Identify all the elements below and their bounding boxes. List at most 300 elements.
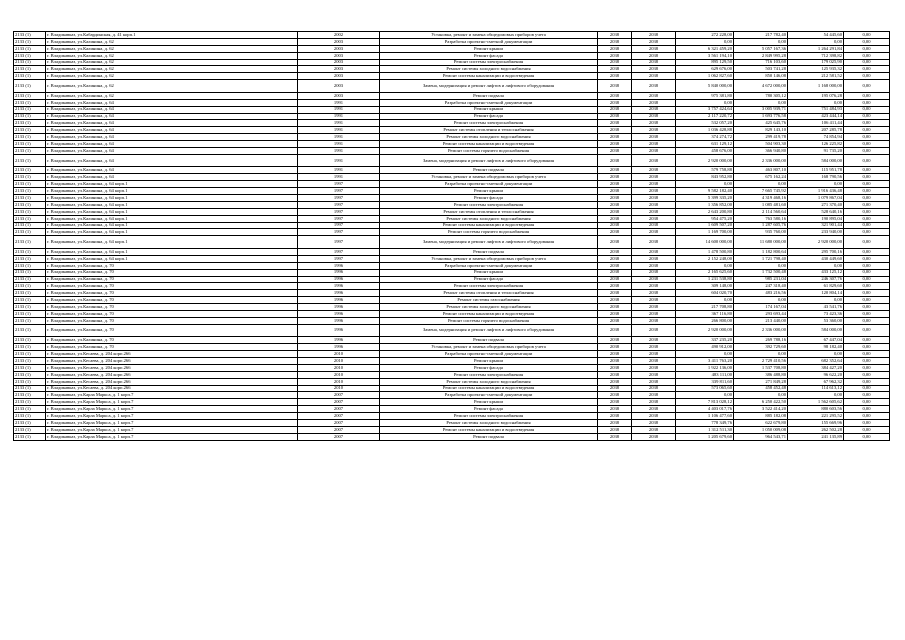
cell-share3: 0,00 [844,248,890,255]
table-row [14,413,890,420]
cell-share1: 366 940,80 [734,147,788,154]
table-row [14,99,890,106]
cell-address: г. Владикавказ, ул.Карла Маркса, д. 1 корп.7 [46,426,298,433]
cell-share1: 763 580,16 [734,215,788,222]
cell-year: 1991 [298,174,380,181]
cell-address: г. Владикавказ, ул.Кабардинская, д. 41 корп.1 [46,32,298,39]
cell-share3: 0,00 [844,433,890,440]
cell-share3: 0,00 [844,358,890,365]
cell-year_from: 2038 [598,45,632,52]
cell-share2: 246 307,76 [788,276,844,283]
cell-year: 1997 [298,181,380,188]
cell-address: г. Владикавказ, ул.Карла Маркса, д. 1 корп.7 [46,420,298,427]
cell-share3: 0,00 [844,406,890,413]
table-row [14,344,890,351]
cell-share2: 1 264 291,84 [788,45,844,52]
cell-id: 2133 (1) [14,201,46,208]
cell-share1: 386 488,80 [734,371,788,378]
cell-work: Ремонт системы канализации и водоотведения [380,426,598,433]
table-row [14,378,890,385]
cell-year_to: 2038 [632,304,676,311]
cell-share3: 0,00 [844,106,890,113]
cell-address: г. Владикавказ, ул.Калинина, д. 64 [46,134,298,141]
cell-address: г. Владикавказ, ул.Калинина, д. 64 [46,174,298,181]
cell-share2: 0,00 [788,38,844,45]
table-row [14,392,890,399]
cell-address: г. Владикавказ, ул.Калинина, д. 70 [46,297,298,304]
cell-year: 1997 [298,222,380,229]
cell-work: Ремонт подвала [380,248,598,255]
cell-year: 2007 [298,406,380,413]
cell-year: 1996 [298,304,380,311]
cell-year_from: 2038 [598,236,632,249]
cell-year_from: 2038 [598,32,632,39]
cell-share1: 11 680 000,00 [734,236,788,249]
cell-share1: 0,00 [734,99,788,106]
cell-year: 1996 [298,324,380,337]
cell-year_from: 2038 [598,248,632,255]
cell-share2: 682 352,64 [788,358,844,365]
cell-work: Ремонт системы холодного водоснабжения [380,215,598,222]
cell-work: Установка, ремонт и замена общедомовых приборов учета [380,32,598,39]
cell-year: 1997 [298,215,380,222]
cell-work: Ремонт системы горячего водоснабжения [380,147,598,154]
cell-share2: 712 398,82 [788,52,844,59]
cell-address: г. Владикавказ, ул.Кесаева, д. 204 корп.266 [46,371,298,378]
cell-year: 2003 [298,38,380,45]
cell-year_from: 2038 [598,290,632,297]
cell-year_to: 2038 [632,351,676,358]
cell-work: Ремонт фасада [380,406,598,413]
cell-address: г. Владикавказ, ул.Калинина, д. 64 [46,127,298,134]
cell-year_to: 2038 [632,262,676,269]
cell-year: 2007 [298,433,380,440]
cell-share1: 483 216,56 [734,290,788,297]
cell-share1: 850 146,08 [734,73,788,80]
table-row [14,255,890,262]
cell-year: 2007 [298,392,380,399]
cell-year: 2007 [298,426,380,433]
cell-id: 2133 (1) [14,66,46,73]
cell-year_to: 2038 [632,222,676,229]
cell-total: 1 609 507,20 [676,222,734,229]
cell-year_from: 2038 [598,385,632,392]
cell-share1: 7 665 745,92 [734,188,788,195]
cell-year_to: 2038 [632,201,676,208]
cell-address: г. Владикавказ, ул.Кесаева, д. 204 корп.266 [46,358,298,365]
table-row [14,248,890,255]
cell-work: Ремонт крыши [380,269,598,276]
cell-share3: 0,00 [844,120,890,127]
cell-total: 3 411 763,20 [676,358,734,365]
cell-year: 1996 [298,262,380,269]
cell-work: Ремонт системы электроснабжения [380,201,598,208]
cell-share1: 1 693 776,58 [734,113,788,120]
cell-share1: 503 741,28 [734,66,788,73]
cell-share3: 0,00 [844,283,890,290]
cell-year_from: 2038 [598,52,632,59]
cell-id: 2133 (1) [14,45,46,52]
cell-id: 2133 (1) [14,174,46,181]
cell-year_from: 2038 [598,73,632,80]
cell-year_to: 2038 [632,32,676,39]
cell-id: 2133 (1) [14,413,46,420]
cell-share2: 295 700,16 [788,248,844,255]
cell-address: г. Владикавказ, ул.Калинина, д. 64 [46,99,298,106]
cell-total: 604 020,70 [676,290,734,297]
cell-share3: 0,00 [844,324,890,337]
table-row [14,201,890,208]
cell-total: 0,00 [676,38,734,45]
cell-year_from: 2038 [598,262,632,269]
cell-share2: 190 895,04 [788,215,844,222]
cell-address: г. Владикавказ, ул.Калинина, д. 64 [46,106,298,113]
cell-year_from: 2038 [598,106,632,113]
cell-work: Ремонт фасада [380,195,598,202]
cell-year: 1996 [298,269,380,276]
cell-total: 2 643 200,80 [676,208,734,215]
cell-share3: 0,00 [844,337,890,344]
cell-year_from: 2038 [598,364,632,371]
cell-share1: 885 182,08 [734,413,788,420]
cell-total: 14 600 000,00 [676,236,734,249]
cell-work: Ремонт системы холодного водоснабжения [380,378,598,385]
cell-total: 5 399 335,20 [676,195,734,202]
cell-address: г. Владикавказ, ул.Карла Маркса, д. 1 корп.7 [46,406,298,413]
cell-work: Ремонт фасада [380,364,598,371]
cell-year_to: 2038 [632,154,676,167]
cell-share2: 0,00 [788,297,844,304]
cell-total: 631 129,12 [676,141,734,148]
cell-share2: 423 444,14 [788,113,844,120]
cell-year: 2010 [298,351,380,358]
cell-address: г. Владикавказ, ул.Карла Маркса, д. 1 корп.7 [46,399,298,406]
cell-total: 1 922 136,00 [676,364,734,371]
cell-year: 1996 [298,310,380,317]
cell-share1: 4 672 000,00 [734,80,788,93]
cell-year_to: 2038 [632,290,676,297]
cell-share2: 98 182,40 [788,344,844,351]
cell-address: г. Владикавказ, ул.Карла Маркса, д. 1 корп.7 [46,413,298,420]
cell-share1: 622 679,80 [734,420,788,427]
cell-address: г. Владикавказ, ул.Калинина, д. 64 корп.1 [46,248,298,255]
cell-year: 1996 [298,317,380,324]
cell-share2: 430 449,60 [788,255,844,262]
cell-year_to: 2038 [632,236,676,249]
cell-total: 458 676,00 [676,147,734,154]
cell-year_to: 2038 [632,433,676,440]
cell-share2: 43 541,76 [788,304,844,311]
cell-share1: 829 143,10 [734,127,788,134]
cell-year_to: 2038 [632,276,676,283]
cell-share3: 0,00 [844,413,890,420]
cell-year_from: 2038 [598,113,632,120]
cell-total: 3 561 194,10 [676,52,734,59]
cell-year_to: 2038 [632,413,676,420]
cell-work: Разработка проектно-сметной документации [380,99,598,106]
cell-share1: 392 729,60 [734,344,788,351]
cell-work: Разработка проектно-сметной документации [380,262,598,269]
table-row [14,73,890,80]
cell-id: 2133 (1) [14,38,46,45]
cell-work: Ремонт системы электроснабжения [380,413,598,420]
cell-work: Установка, ремонт и замена общедомовых приборов учета [380,344,598,351]
cell-share3: 0,00 [844,141,890,148]
cell-work: Ремонт крыши [380,358,598,365]
table-row [14,297,890,304]
cell-id: 2133 (1) [14,120,46,127]
cell-share1: 1 085 481,60 [734,201,788,208]
cell-year: 2003 [298,45,380,52]
cell-id: 2133 (1) [14,426,46,433]
cell-work: Установка, ремонт и замена общедомовых приборов учета [380,255,598,262]
cell-total: 1 106 477,60 [676,413,734,420]
table-row [14,229,890,236]
cell-share1: 3 522 414,20 [734,406,788,413]
cell-share2: 115 951,78 [788,167,844,174]
cell-share2: 125 935,32 [788,66,844,73]
cell-year_from: 2038 [598,188,632,195]
cell-total: 0,00 [676,99,734,106]
cell-id: 2133 (1) [14,167,46,174]
cell-year_to: 2038 [632,399,676,406]
cell-total: 217 708,80 [676,304,734,311]
cell-id: 2133 (1) [14,276,46,283]
cell-share2: 233 940,00 [788,229,844,236]
cell-year_from: 2038 [598,317,632,324]
cell-year_from: 2038 [598,147,632,154]
cell-share1: 463 807,10 [734,167,788,174]
cell-work: Ремонт системы канализации и водоотведения [380,222,598,229]
cell-id: 2133 (1) [14,392,46,399]
cell-year_from: 2038 [598,344,632,351]
cell-address: г. Владикавказ, ул.Кесаева, д. 204 корп.266 [46,364,298,371]
table-row [14,134,890,141]
cell-year_from: 2038 [598,38,632,45]
cell-address: г. Владикавказ, ул.Калинина, д. 70 [46,276,298,283]
cell-share1: 2 336 000,00 [734,154,788,167]
cell-share1: 2 849 995,28 [734,52,788,59]
cell-year: 1991 [298,99,380,106]
cell-work: Разработка проектно-сметной документации [380,38,598,45]
cell-id: 2133 (1) [14,195,46,202]
cell-address: г. Владикавказ, ул.Калинина, д. 70 [46,317,298,324]
table-row [14,283,890,290]
cell-share2: 880 603,56 [788,406,844,413]
cell-id: 2133 (1) [14,255,46,262]
table-row [14,106,890,113]
cell-year: 1991 [298,154,380,167]
cell-year_from: 2038 [598,59,632,66]
table-row [14,59,890,66]
cell-work: Ремонт системы холодного водоснабжения [380,304,598,311]
cell-share3: 0,00 [844,92,890,99]
table-row [14,337,890,344]
cell-share2: 1 168 000,00 [788,80,844,93]
cell-total: 367 116,80 [676,310,734,317]
table-body [14,32,890,441]
cell-address: г. Владикавказ, ул.Калинина, д. 64 корп.1 [46,208,298,215]
cell-share3: 0,00 [844,195,890,202]
cell-id: 2133 (1) [14,290,46,297]
cell-year: 2003 [298,80,380,93]
cell-year_to: 2038 [632,297,676,304]
cell-address: г. Владикавказ, ул.Калинина, д. 64 [46,154,298,167]
cell-total: 975 381,80 [676,92,734,99]
cell-year_from: 2038 [598,141,632,148]
cell-share3: 0,00 [844,113,890,120]
cell-share1: 217 782,40 [734,32,788,39]
cell-share2: 1 562 605,62 [788,399,844,406]
cell-share1: 0,00 [734,262,788,269]
cell-year_from: 2038 [598,195,632,202]
cell-id: 2133 (1) [14,269,46,276]
cell-year_from: 2038 [598,255,632,262]
cell-share3: 0,00 [844,399,890,406]
cell-share2: 321 901,44 [788,222,844,229]
cell-year: 2007 [298,413,380,420]
cell-id: 2133 (1) [14,399,46,406]
cell-id: 2133 (1) [14,297,46,304]
cell-share1: 1 050 009,08 [734,426,788,433]
cell-year_to: 2038 [632,66,676,73]
cell-year_to: 2038 [632,134,676,141]
cell-work: Ремонт крыши [380,188,598,195]
cell-share1: 174 167,04 [734,304,788,311]
cell-share3: 0,00 [844,134,890,141]
cell-year_from: 2038 [598,392,632,399]
cell-address: г. Владикавказ, ул.Калинина, д. 64 корп.1 [46,215,298,222]
cell-share2: 212 581,52 [788,73,844,80]
cell-year_to: 2038 [632,99,676,106]
cell-share2: 54 445,60 [788,32,844,39]
cell-share2: 0,00 [788,351,844,358]
cell-share1: 2 729 410,56 [734,358,788,365]
cell-share2: 207 285,78 [788,127,844,134]
cell-id: 2133 (1) [14,59,46,66]
cell-year_to: 2038 [632,337,676,344]
cell-year_from: 2038 [598,222,632,229]
cell-share2: 528 640,16 [788,208,844,215]
cell-share3: 0,00 [844,38,890,45]
cell-share3: 0,00 [844,297,890,304]
cell-address: г. Владикавказ, ул.Калинина, д. 64 корп.1 [46,201,298,208]
cell-address: г. Владикавказ, ул.Калинина, д. 62 [46,52,298,59]
cell-share2: 106 411,44 [788,120,844,127]
cell-total: 0,00 [676,351,734,358]
cell-year_from: 2038 [598,399,632,406]
cell-share3: 0,00 [844,290,890,297]
cell-share2: 751 484,93 [788,106,844,113]
cell-year: 1991 [298,113,380,120]
cell-address: г. Владикавказ, ул.Калинина, д. 62 [46,73,298,80]
cell-year_from: 2038 [598,80,632,93]
cell-share3: 0,00 [844,147,890,154]
cell-work: Установка, ремонт и замена общедомовых приборов учета [380,174,598,181]
cell-work: Ремонт крыши [380,45,598,52]
cell-year: 1996 [298,344,380,351]
table-row [14,371,890,378]
cell-share3: 0,00 [844,344,890,351]
cell-share3: 0,00 [844,276,890,283]
cell-year: 1996 [298,297,380,304]
cell-share1: 0,00 [734,351,788,358]
cell-id: 2133 (1) [14,181,46,188]
cell-year_from: 2038 [598,269,632,276]
cell-share1: 935 760,00 [734,229,788,236]
cell-total: 4 403 017,76 [676,406,734,413]
cell-year_from: 2038 [598,154,632,167]
cell-year: 1997 [298,255,380,262]
cell-year_to: 2038 [632,344,676,351]
cell-total: 1 036 428,88 [676,127,734,134]
cell-share2: 2 920 000,00 [788,236,844,249]
cell-total: 0,00 [676,297,734,304]
capital-repair-table [13,31,890,441]
cell-total: 266 800,00 [676,317,734,324]
cell-share2: 67 447,04 [788,337,844,344]
cell-year_from: 2038 [598,134,632,141]
cell-id: 2133 (1) [14,433,46,440]
cell-year_from: 2038 [598,276,632,283]
cell-share2: 96 622,20 [788,371,844,378]
cell-work: Ремонт фасада [380,113,598,120]
cell-address: г. Владикавказ, ул.Калинина, д. 70 [46,290,298,297]
table-row [14,399,890,406]
cell-year_from: 2038 [598,324,632,337]
cell-id: 2133 (1) [14,262,46,269]
cell-total: 272 228,00 [676,32,734,39]
table-row [14,262,890,269]
cell-share1: 964 543,71 [734,433,788,440]
cell-year_from: 2038 [598,426,632,433]
cell-share2: 168 790,56 [788,174,844,181]
cell-share3: 0,00 [844,317,890,324]
cell-share3: 0,00 [844,99,890,106]
cell-id: 2133 (1) [14,378,46,385]
cell-year_to: 2038 [632,141,676,148]
cell-id: 2133 (1) [14,229,46,236]
table-row [14,80,890,93]
cell-id: 2133 (1) [14,32,46,39]
cell-id: 2133 (1) [14,304,46,311]
cell-year_from: 2038 [598,420,632,427]
cell-share3: 0,00 [844,269,890,276]
cell-share1: 425 645,76 [734,120,788,127]
cell-year_to: 2038 [632,106,676,113]
cell-address: г. Владикавказ, ул.Калинина, д. 64 корп.1 [46,255,298,262]
table-row [14,290,890,297]
table-row [14,276,890,283]
cell-address: г. Владикавказ, ул.Калинина, д. 70 [46,337,298,344]
cell-share3: 0,00 [844,222,890,229]
cell-share3: 0,00 [844,351,890,358]
cell-address: г. Владикавказ, ул.Калинина, д. 70 [46,304,298,311]
cell-share2: 126 225,82 [788,141,844,148]
cell-address: г. Владикавказ, ул.Калинина, д. 64 корп.1 [46,236,298,249]
cell-total: 2 152 248,00 [676,255,734,262]
table-row [14,141,890,148]
cell-year_from: 2038 [598,174,632,181]
cell-share3: 0,00 [844,378,890,385]
cell-id: 2133 (1) [14,371,46,378]
cell-year: 1997 [298,201,380,208]
cell-year_to: 2038 [632,38,676,45]
cell-share2: 384 427,20 [788,364,844,371]
cell-share1: 1 537 708,80 [734,364,788,371]
cell-address: г. Владикавказ, ул.Калинина, д. 64 [46,141,298,148]
table-row [14,66,890,73]
